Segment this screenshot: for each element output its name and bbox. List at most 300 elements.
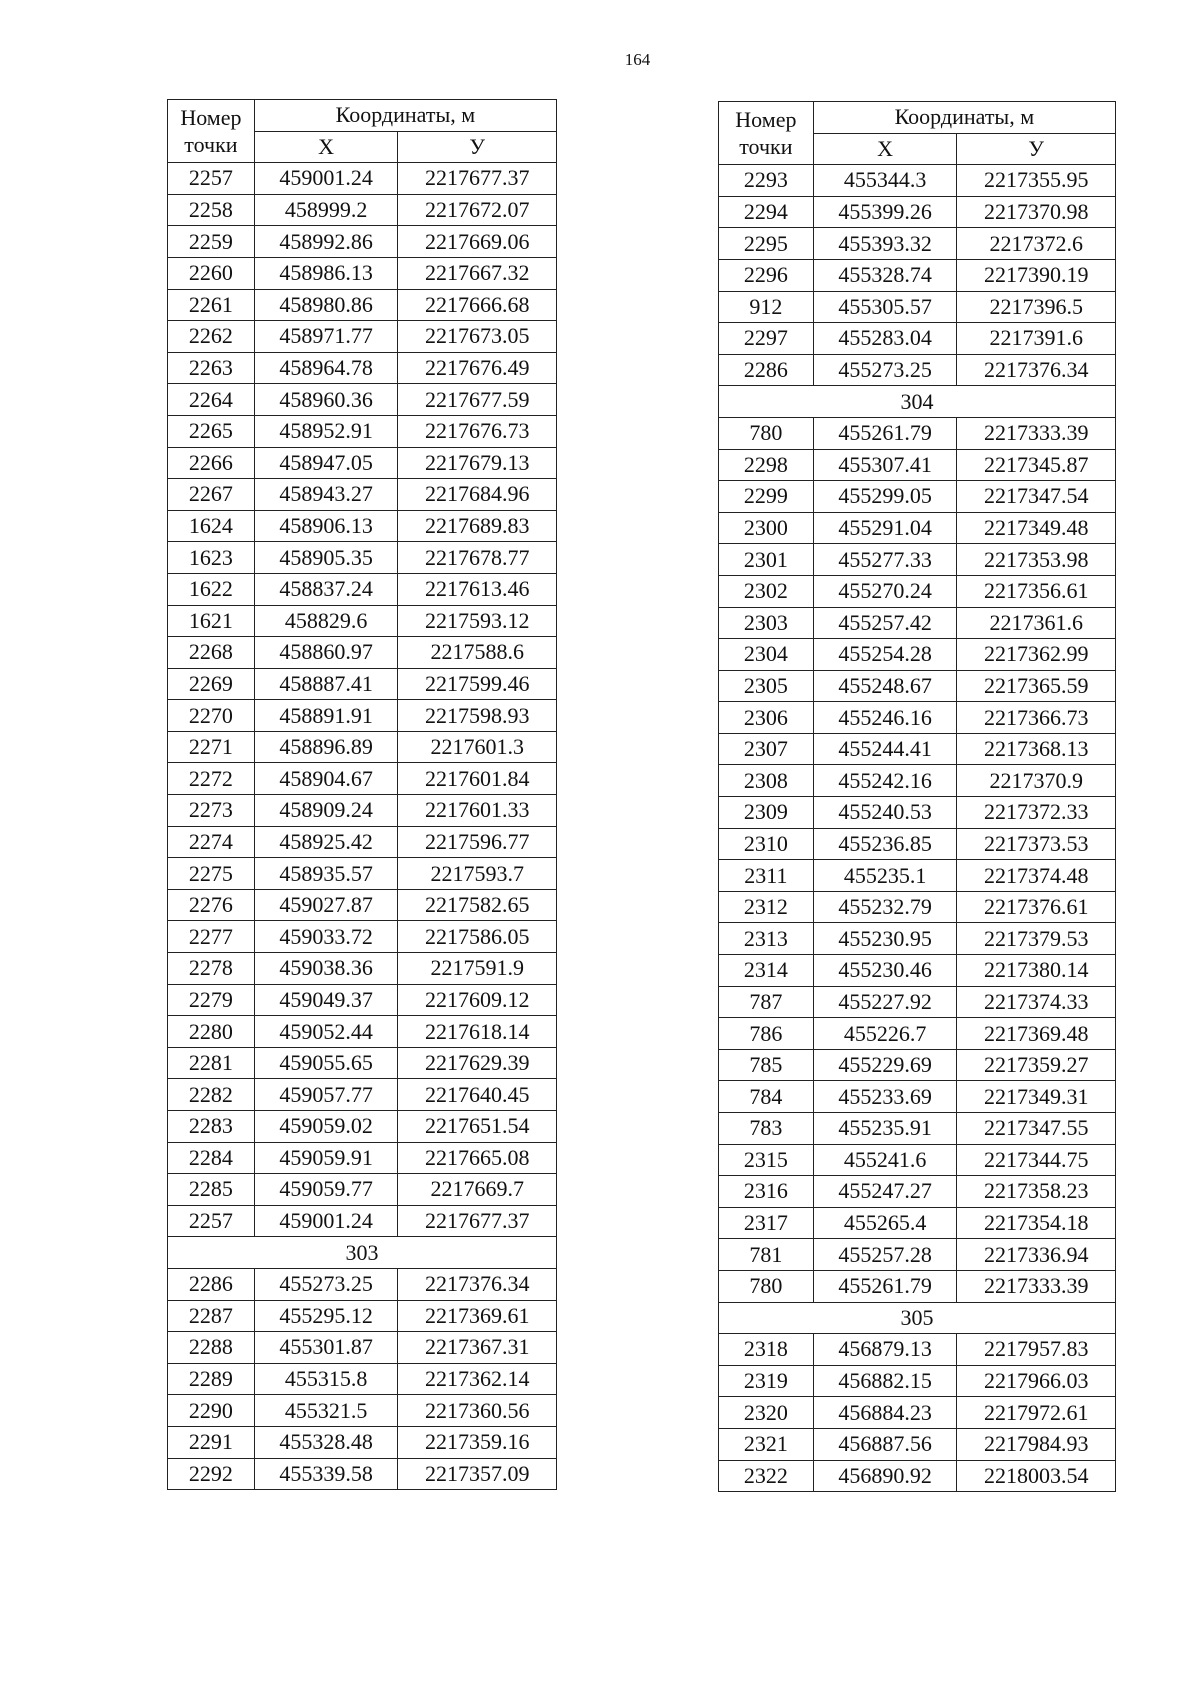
x-coordinate-cell: 456890.92 — [813, 1460, 957, 1492]
point-number-cell: 2321 — [719, 1428, 814, 1460]
section-row — [719, 386, 1116, 418]
coordinates-header: Координаты, м — [254, 100, 556, 132]
table-row — [719, 860, 1116, 892]
x-coordinate-cell: 455277.33 — [813, 544, 957, 576]
y-coordinate-cell: 2217667.32 — [398, 257, 557, 289]
table-row — [719, 1018, 1116, 1050]
y-coordinate-cell: 2217333.39 — [957, 1270, 1116, 1302]
point-number-cell: 2299 — [719, 481, 814, 513]
y-coordinate-cell: 2217362.14 — [398, 1363, 557, 1395]
point-header-line1: Номер — [180, 104, 242, 130]
table-row — [719, 291, 1116, 323]
point-number-cell: 2257 — [168, 163, 255, 195]
x-coordinate-cell: 455235.1 — [813, 860, 957, 892]
table-row — [719, 1081, 1116, 1113]
x-coordinate-cell: 455242.16 — [813, 765, 957, 797]
x-coordinate-cell: 458999.2 — [254, 194, 398, 226]
y-coordinate-cell: 2217367.31 — [398, 1332, 557, 1364]
point-number-cell: 2287 — [168, 1300, 255, 1332]
table-row — [168, 321, 557, 353]
point-number-cell: 2257 — [168, 1205, 255, 1237]
table-row — [719, 1270, 1116, 1302]
y-coordinate-cell: 2217396.5 — [957, 291, 1116, 323]
x-coordinate-cell: 455328.74 — [813, 259, 957, 291]
table-row — [168, 1047, 557, 1079]
point-number-cell: 2291 — [168, 1426, 255, 1458]
y-coordinate-cell: 2217369.61 — [398, 1300, 557, 1332]
x-coordinate-cell: 455244.41 — [813, 733, 957, 765]
x-coordinate-cell: 455273.25 — [254, 1268, 398, 1300]
point-number-cell: 780 — [719, 417, 814, 449]
table-row — [719, 702, 1116, 734]
y-header: У — [398, 131, 557, 163]
section-number: 303 — [168, 1237, 557, 1269]
table-row — [168, 257, 557, 289]
x-coordinate-cell: 456884.23 — [813, 1397, 957, 1429]
y-coordinate-cell: 2217358.23 — [957, 1176, 1116, 1208]
table-row — [719, 1176, 1116, 1208]
x-coordinate-cell: 455301.87 — [254, 1332, 398, 1364]
y-coordinate-cell: 2218003.54 — [957, 1460, 1116, 1492]
point-number-cell: 2269 — [168, 668, 255, 700]
table-row — [719, 1460, 1116, 1492]
table-row — [168, 605, 557, 637]
x-coordinate-cell: 455261.79 — [813, 417, 957, 449]
section-row — [168, 1237, 557, 1269]
x-coordinate-cell: 455247.27 — [813, 1176, 957, 1208]
table-row — [168, 1268, 557, 1300]
y-coordinate-cell: 2217676.73 — [398, 415, 557, 447]
section-number: 305 — [719, 1302, 1116, 1334]
y-header: У — [957, 133, 1116, 165]
table-row — [168, 542, 557, 574]
y-coordinate-cell: 2217376.61 — [957, 891, 1116, 923]
point-number-cell: 2294 — [719, 196, 814, 228]
x-coordinate-cell: 455230.95 — [813, 923, 957, 955]
point-number-cell: 2322 — [719, 1460, 814, 1492]
table-row — [719, 544, 1116, 576]
point-number-cell: 2263 — [168, 352, 255, 384]
table-row — [168, 921, 557, 953]
point-number-cell: 2268 — [168, 637, 255, 669]
point-number-cell: 2285 — [168, 1174, 255, 1206]
section-row — [719, 1302, 1116, 1334]
x-coordinate-cell: 455295.12 — [254, 1300, 398, 1332]
point-number-cell: 1624 — [168, 510, 255, 542]
x-coordinate-cell: 458980.86 — [254, 289, 398, 321]
x-coordinate-cell: 459001.24 — [254, 163, 398, 195]
x-coordinate-cell: 458971.77 — [254, 321, 398, 353]
y-coordinate-cell: 2217651.54 — [398, 1111, 557, 1143]
table-row — [719, 1334, 1116, 1366]
point-number-cell: 787 — [719, 986, 814, 1018]
point-number-cell: 2281 — [168, 1047, 255, 1079]
y-coordinate-cell: 2217344.75 — [957, 1144, 1116, 1176]
y-coordinate-cell: 2217357.09 — [398, 1458, 557, 1490]
point-header-line2: точки — [184, 132, 238, 158]
point-number-cell: 2276 — [168, 889, 255, 921]
y-coordinate-cell: 2217613.46 — [398, 573, 557, 605]
coordinates-table-right — [718, 101, 1116, 1492]
point-number-cell: 2273 — [168, 795, 255, 827]
x-coordinate-cell: 459033.72 — [254, 921, 398, 953]
y-coordinate-cell: 2217365.59 — [957, 670, 1116, 702]
x-coordinate-cell: 458960.36 — [254, 384, 398, 416]
table-row — [719, 512, 1116, 544]
table-row — [168, 289, 557, 321]
y-coordinate-cell: 2217349.31 — [957, 1081, 1116, 1113]
point-number-cell: 2308 — [719, 765, 814, 797]
table-row — [719, 354, 1116, 386]
table-row — [168, 795, 557, 827]
table-row — [168, 731, 557, 763]
x-coordinate-cell: 455241.6 — [813, 1144, 957, 1176]
x-coordinate-cell: 455229.69 — [813, 1049, 957, 1081]
table-row — [168, 226, 557, 258]
table-row — [719, 765, 1116, 797]
point-number-cell: 2261 — [168, 289, 255, 321]
table-row — [168, 1205, 557, 1237]
table-row — [168, 352, 557, 384]
x-coordinate-cell: 458935.57 — [254, 858, 398, 890]
y-coordinate-cell: 2217966.03 — [957, 1365, 1116, 1397]
x-coordinate-cell: 459059.91 — [254, 1142, 398, 1174]
table-row — [168, 889, 557, 921]
point-number-cell: 2279 — [168, 984, 255, 1016]
x-coordinate-cell: 455236.85 — [813, 828, 957, 860]
table-row — [168, 637, 557, 669]
point-number-cell: 2271 — [168, 731, 255, 763]
section-number: 304 — [719, 386, 1116, 418]
table-row — [168, 194, 557, 226]
table-row — [168, 826, 557, 858]
table-row — [168, 763, 557, 795]
y-coordinate-cell: 2217984.93 — [957, 1428, 1116, 1460]
point-number-cell: 1623 — [168, 542, 255, 574]
x-coordinate-cell: 455265.4 — [813, 1207, 957, 1239]
y-coordinate-cell: 2217957.83 — [957, 1334, 1116, 1366]
table-row — [168, 1174, 557, 1206]
x-coordinate-cell: 458896.89 — [254, 731, 398, 763]
table-row — [719, 891, 1116, 923]
x-coordinate-cell: 458904.67 — [254, 763, 398, 795]
x-coordinate-cell: 458964.78 — [254, 352, 398, 384]
point-number-cell: 2319 — [719, 1365, 814, 1397]
x-coordinate-cell: 455299.05 — [813, 481, 957, 513]
x-coordinate-cell: 455248.67 — [813, 670, 957, 702]
x-coordinate-cell: 459055.65 — [254, 1047, 398, 1079]
table-row — [168, 668, 557, 700]
y-coordinate-cell: 2217677.59 — [398, 384, 557, 416]
table-body-right — [719, 165, 1116, 1492]
y-coordinate-cell: 2217391.6 — [957, 323, 1116, 355]
point-number-cell: 780 — [719, 1270, 814, 1302]
y-coordinate-cell: 2217349.48 — [957, 512, 1116, 544]
y-coordinate-cell: 2217677.37 — [398, 1205, 557, 1237]
y-coordinate-cell: 2217361.6 — [957, 607, 1116, 639]
y-coordinate-cell: 2217669.7 — [398, 1174, 557, 1206]
point-number-cell: 2288 — [168, 1332, 255, 1364]
y-coordinate-cell: 2217601.33 — [398, 795, 557, 827]
point-number-cell: 2289 — [168, 1363, 255, 1395]
y-coordinate-cell: 2217666.68 — [398, 289, 557, 321]
x-coordinate-cell: 455232.79 — [813, 891, 957, 923]
point-number-cell: 2304 — [719, 639, 814, 671]
x-coordinate-cell: 455305.57 — [813, 291, 957, 323]
table-row — [168, 1016, 557, 1048]
point-number-cell: 2316 — [719, 1176, 814, 1208]
point-number-cell: 2303 — [719, 607, 814, 639]
y-coordinate-cell: 2217582.65 — [398, 889, 557, 921]
y-coordinate-cell: 2217601.84 — [398, 763, 557, 795]
y-coordinate-cell: 2217359.27 — [957, 1049, 1116, 1081]
point-number-cell: 2259 — [168, 226, 255, 258]
y-coordinate-cell: 2217678.77 — [398, 542, 557, 574]
x-coordinate-cell: 455283.04 — [813, 323, 957, 355]
point-number-cell: 2290 — [168, 1395, 255, 1427]
x-coordinate-cell: 455246.16 — [813, 702, 957, 734]
table-row — [719, 1239, 1116, 1271]
point-number-cell: 2313 — [719, 923, 814, 955]
y-coordinate-cell: 2217370.9 — [957, 765, 1116, 797]
y-coordinate-cell: 2217355.95 — [957, 165, 1116, 197]
x-coordinate-cell: 455270.24 — [813, 575, 957, 607]
coordinates-table-left — [167, 99, 557, 1490]
table-row — [168, 1458, 557, 1490]
table-row — [719, 1397, 1116, 1429]
y-coordinate-cell: 2217640.45 — [398, 1079, 557, 1111]
y-coordinate-cell: 2217665.08 — [398, 1142, 557, 1174]
point-header-line2: точки — [739, 134, 793, 160]
point-number-cell: 2264 — [168, 384, 255, 416]
x-coordinate-cell: 459057.77 — [254, 1079, 398, 1111]
x-coordinate-cell: 455393.32 — [813, 228, 957, 260]
point-number-cell: 2266 — [168, 447, 255, 479]
table-row — [168, 510, 557, 542]
table-row — [719, 575, 1116, 607]
point-number-cell: 2311 — [719, 860, 814, 892]
x-coordinate-cell: 459049.37 — [254, 984, 398, 1016]
table-row — [168, 1300, 557, 1332]
table-row — [719, 481, 1116, 513]
point-number-cell: 2295 — [719, 228, 814, 260]
x-coordinate-cell: 455399.26 — [813, 196, 957, 228]
y-coordinate-cell: 2217593.12 — [398, 605, 557, 637]
point-number-cell: 2317 — [719, 1207, 814, 1239]
point-number-cell: 2286 — [168, 1268, 255, 1300]
x-coordinate-cell: 455328.48 — [254, 1426, 398, 1458]
y-coordinate-cell: 2217373.53 — [957, 828, 1116, 860]
x-coordinate-cell: 458992.86 — [254, 226, 398, 258]
x-coordinate-cell: 458952.91 — [254, 415, 398, 447]
point-number-cell: 2300 — [719, 512, 814, 544]
table-row — [168, 415, 557, 447]
table-row — [168, 479, 557, 511]
y-coordinate-cell: 2217370.98 — [957, 196, 1116, 228]
y-coordinate-cell: 2217360.56 — [398, 1395, 557, 1427]
header-row — [168, 100, 557, 132]
y-coordinate-cell: 2217677.37 — [398, 163, 557, 195]
x-coordinate-cell: 455226.7 — [813, 1018, 957, 1050]
point-number-cell: 786 — [719, 1018, 814, 1050]
x-coordinate-cell: 458986.13 — [254, 257, 398, 289]
table-row — [719, 733, 1116, 765]
point-number-cell: 2262 — [168, 321, 255, 353]
table-row — [168, 1363, 557, 1395]
x-coordinate-cell: 455344.3 — [813, 165, 957, 197]
table-row — [168, 700, 557, 732]
y-coordinate-cell: 2217599.46 — [398, 668, 557, 700]
table-row — [168, 1142, 557, 1174]
point-number-cell: 2307 — [719, 733, 814, 765]
table-row — [168, 1111, 557, 1143]
y-coordinate-cell: 2217366.73 — [957, 702, 1116, 734]
x-coordinate-cell: 459052.44 — [254, 1016, 398, 1048]
point-number-cell: 2278 — [168, 953, 255, 985]
table-row — [719, 1049, 1116, 1081]
y-coordinate-cell: 2217629.39 — [398, 1047, 557, 1079]
point-number-cell: 2265 — [168, 415, 255, 447]
x-coordinate-cell: 458829.6 — [254, 605, 398, 637]
point-header-line1: Номер — [735, 106, 797, 132]
x-coordinate-cell: 458906.13 — [254, 510, 398, 542]
y-coordinate-cell: 2217376.34 — [398, 1268, 557, 1300]
x-coordinate-cell: 455257.42 — [813, 607, 957, 639]
table-row — [168, 953, 557, 985]
table-row — [719, 1113, 1116, 1145]
point-number-cell: 2297 — [719, 323, 814, 355]
table-row — [719, 228, 1116, 260]
y-coordinate-cell: 2217347.54 — [957, 481, 1116, 513]
y-coordinate-cell: 2217972.61 — [957, 1397, 1116, 1429]
x-coordinate-cell: 455307.41 — [813, 449, 957, 481]
x-coordinate-cell: 455315.8 — [254, 1363, 398, 1395]
table-body-left — [168, 163, 557, 1490]
x-coordinate-cell: 458891.91 — [254, 700, 398, 732]
point-number-cell: 2302 — [719, 575, 814, 607]
point-number-cell: 2293 — [719, 165, 814, 197]
table-row — [719, 1207, 1116, 1239]
y-coordinate-cell: 2217369.48 — [957, 1018, 1116, 1050]
table-row — [168, 1079, 557, 1111]
y-coordinate-cell: 2217359.16 — [398, 1426, 557, 1458]
y-coordinate-cell: 2217679.13 — [398, 447, 557, 479]
table-row — [719, 417, 1116, 449]
y-coordinate-cell: 2217356.61 — [957, 575, 1116, 607]
y-coordinate-cell: 2217586.05 — [398, 921, 557, 953]
table-row — [719, 1365, 1116, 1397]
y-coordinate-cell: 2217390.19 — [957, 259, 1116, 291]
y-coordinate-cell: 2217669.06 — [398, 226, 557, 258]
y-coordinate-cell: 2217353.98 — [957, 544, 1116, 576]
table-row — [168, 858, 557, 890]
x-coordinate-cell: 458837.24 — [254, 573, 398, 605]
coordinates-header: Координаты, м — [813, 102, 1115, 134]
x-coordinate-cell: 458909.24 — [254, 795, 398, 827]
x-coordinate-cell: 455235.91 — [813, 1113, 957, 1145]
table-row — [719, 1144, 1116, 1176]
table-row — [168, 447, 557, 479]
x-coordinate-cell: 458925.42 — [254, 826, 398, 858]
x-coordinate-cell: 459059.77 — [254, 1174, 398, 1206]
x-coordinate-cell: 459027.87 — [254, 889, 398, 921]
x-coordinate-cell: 458943.27 — [254, 479, 398, 511]
x-coordinate-cell: 459059.02 — [254, 1111, 398, 1143]
point-number-cell: 783 — [719, 1113, 814, 1145]
y-coordinate-cell: 2217672.07 — [398, 194, 557, 226]
table-row — [719, 1428, 1116, 1460]
x-coordinate-cell: 455230.46 — [813, 955, 957, 987]
y-coordinate-cell: 2217593.7 — [398, 858, 557, 890]
x-coordinate-cell: 455257.28 — [813, 1239, 957, 1271]
point-number-cell: 2309 — [719, 797, 814, 829]
y-coordinate-cell: 2217684.96 — [398, 479, 557, 511]
y-coordinate-cell: 2217609.12 — [398, 984, 557, 1016]
y-coordinate-cell: 2217354.18 — [957, 1207, 1116, 1239]
point-number-cell: 2260 — [168, 257, 255, 289]
point-number-cell: 1621 — [168, 605, 255, 637]
x-coordinate-cell: 458947.05 — [254, 447, 398, 479]
x-coordinate-cell: 455240.53 — [813, 797, 957, 829]
x-coordinate-cell: 455227.92 — [813, 986, 957, 1018]
point-number-cell: 2280 — [168, 1016, 255, 1048]
y-coordinate-cell: 2217362.99 — [957, 639, 1116, 671]
x-coordinate-cell: 455339.58 — [254, 1458, 398, 1490]
table-row — [719, 323, 1116, 355]
table-row — [719, 165, 1116, 197]
y-coordinate-cell: 2217591.9 — [398, 953, 557, 985]
y-coordinate-cell: 2217347.55 — [957, 1113, 1116, 1145]
y-coordinate-cell: 2217676.49 — [398, 352, 557, 384]
y-coordinate-cell: 2217596.77 — [398, 826, 557, 858]
y-coordinate-cell: 2217380.14 — [957, 955, 1116, 987]
table-row — [719, 797, 1116, 829]
x-coordinate-cell: 455233.69 — [813, 1081, 957, 1113]
y-coordinate-cell: 2217601.3 — [398, 731, 557, 763]
table-row — [168, 573, 557, 605]
table-row — [168, 1332, 557, 1364]
x-header: X — [254, 131, 398, 163]
table-row — [719, 955, 1116, 987]
y-coordinate-cell: 2217372.6 — [957, 228, 1116, 260]
point-number-cell: 2306 — [719, 702, 814, 734]
x-coordinate-cell: 455321.5 — [254, 1395, 398, 1427]
table-row — [719, 196, 1116, 228]
y-coordinate-cell: 2217345.87 — [957, 449, 1116, 481]
x-coordinate-cell: 455261.79 — [813, 1270, 957, 1302]
table-row — [719, 828, 1116, 860]
point-number-cell: 2312 — [719, 891, 814, 923]
point-number-cell: 2274 — [168, 826, 255, 858]
point-number-cell: 2296 — [719, 259, 814, 291]
point-number-cell: 2314 — [719, 955, 814, 987]
point-number-cell: 2258 — [168, 194, 255, 226]
y-coordinate-cell: 2217368.13 — [957, 733, 1116, 765]
table-row — [719, 259, 1116, 291]
point-number-cell: 1622 — [168, 573, 255, 605]
point-number-cell: 2283 — [168, 1111, 255, 1143]
table-row — [168, 163, 557, 195]
point-number-cell: 2272 — [168, 763, 255, 795]
point-number-cell: 2318 — [719, 1334, 814, 1366]
x-coordinate-cell: 458860.97 — [254, 637, 398, 669]
x-coordinate-cell: 455254.28 — [813, 639, 957, 671]
point-number-cell: 2284 — [168, 1142, 255, 1174]
point-number-cell: 785 — [719, 1049, 814, 1081]
point-number-cell: 2310 — [719, 828, 814, 860]
point-number-cell: 2292 — [168, 1458, 255, 1490]
point-number-cell: 912 — [719, 291, 814, 323]
